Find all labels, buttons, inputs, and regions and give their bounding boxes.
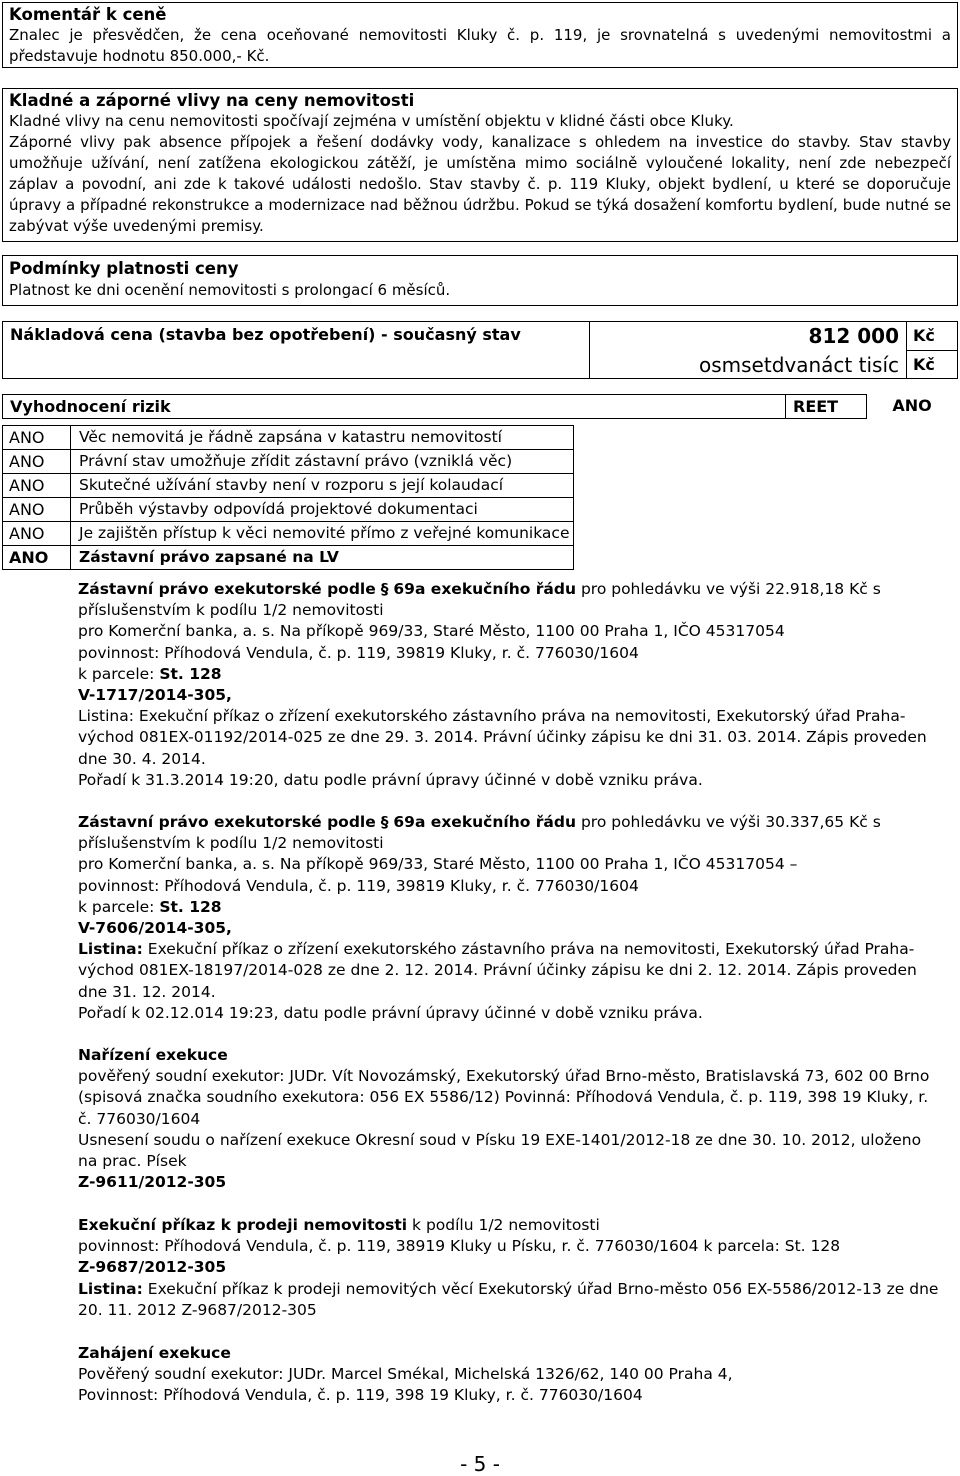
- lien2-parcel: [78, 897, 940, 918]
- sale-order-listina: [78, 1279, 940, 1321]
- lien2-parcel-label: k parcele:: [78, 897, 155, 916]
- cost-price-label: Nákladová cena (stavba bez opotřebení) - současný stav: [2, 321, 590, 379]
- lien1-heading-a: Zástavní právo exekutorské podle: [78, 580, 376, 598]
- lien2-amount: pro pohledávku ve výši 30.337,65 Kč s příslušenstvím k podílu 1/2 nemovitosti: [78, 813, 881, 853]
- risk-description: Je zajištěn přístup k věci nemovité přímo z veřejné komunikace: [70, 521, 574, 546]
- lien1-order: Pořadí k 31.3.2014 19:20, datu podle právní úpravy účinné v době vzniku práva.: [78, 770, 703, 789]
- execution-order-text2: Usnesení soudu o nařízení exekuce Okresní soud v Písku 19 EXE-1401/2012-18 ze dne 30. 10. 2012, uloženo na prac. Písek: [78, 1130, 922, 1171]
- price-validity-text: Platnost ke dni ocenění nemovitosti s prolongací 6 měsíců.: [9, 281, 451, 299]
- negative-influences-text: Záporné vlivy pak absence přípojek a řešení dodávky vody, kanalizace s ohledem na investice do stavby. Stav stavby umožňuje užívání, není zatížena ekologickou zátěží, je umístěna mimo sociálně vyloučené lokality, není zde nebezpečí záplav a povodní, ani zde k takové události nedošlo. Stav stavby č. p. 119 Kluky, objekt bydlení, u které se doporučuje úpravy a případné rekonstrukce a modernizace nad běžnou údržbu. Pokud se týká dosažení komfortu bydlení, bude nutné se zabývat výše uvedenými premisy.: [9, 133, 951, 235]
- risk-description: Průběh výstavby odpovídá projektové dokumentaci: [70, 497, 574, 522]
- sale-order-listina-label: Listina:: [78, 1279, 143, 1298]
- commencement-text2: Povinnost: Příhodová Vendula, č. p. 119, 398 19 Kluky, r. č. 776030/1604: [78, 1386, 643, 1405]
- lien-block-1: [78, 579, 940, 791]
- cost-price-table: [2, 321, 958, 379]
- lien2-heading: [78, 812, 940, 854]
- cost-price-value: 812 000: [808, 324, 899, 348]
- sale-order-title-rest: k podílu 1/2 nemovitosti: [412, 1216, 600, 1234]
- risk-evaluation-header: [2, 394, 958, 419]
- sale-order-debtor: povinnost: Příhodová Vendula, č. p. 119, 38919 Kluky u Písku, r. č. 776030/1604 k parcela: St. 128: [78, 1237, 841, 1256]
- sale-order-ref: Z-9687/2012-305: [78, 1258, 227, 1277]
- execution-order-text1: pověřený soudní exekutor: JUDr. Vít Novozámský, Exekutorský úřad Brno-město, Bratislavská 73, 602 00 Brno (spisová značka soudního exekutora: 056 EX 5586/12) Povinná: Příhodová Vendula, č. p. 119, 398 19 Kluky, r. č. 776030/1604: [78, 1067, 930, 1128]
- risk-row: [2, 521, 958, 545]
- risk-description: Zástavní právo zapsané na LV: [70, 545, 574, 570]
- risk-answer: ANO: [2, 449, 71, 474]
- price-comment-title: Komentář k ceně: [9, 5, 167, 24]
- risk-answer: ANO: [2, 497, 71, 522]
- risk-row: [2, 425, 958, 449]
- positive-influences-text: Kladné vlivy na cenu nemovitosti spočívají zejména v umístění objektu v klidné části obce Kluky.: [9, 112, 734, 130]
- sale-order-heading: [78, 1215, 940, 1236]
- execution-order-title: Nařízení exekuce: [78, 1046, 228, 1064]
- page-number: - 5 -: [460, 1452, 500, 1476]
- lien1-debtor: povinnost: Příhodová Vendula, č. p. 119, 39819 Kluky, r. č. 776030/1604: [78, 643, 639, 662]
- risk-answer: ANO: [2, 545, 71, 570]
- lien2-listina: [78, 939, 940, 1003]
- section-sign: §: [380, 813, 389, 831]
- commencement-title: Zahájení exekuce: [78, 1344, 231, 1362]
- sale-order-title: Exekuční příkaz k prodeji nemovitosti: [78, 1216, 408, 1234]
- lien1-amount: pro pohledávku ve výši 22.918,18 Kč s příslušenstvím k podílu 1/2 nemovitosti: [78, 580, 881, 620]
- cost-currency: Kč: [906, 321, 958, 351]
- price-influences-title: Kladné a záporné vlivy na ceny nemovitosti: [9, 91, 415, 110]
- risk-row: [2, 449, 958, 473]
- price-influences-section: [2, 88, 958, 242]
- lien2-heading-b: 69a exekučního řádu: [393, 813, 577, 831]
- price-validity-section: [2, 255, 958, 306]
- risk-description: Právní stav umožňuje zřídit zástavní právo (vzniklá věc): [70, 449, 574, 474]
- risk-row: [2, 473, 958, 497]
- lien1-heading: [78, 579, 940, 621]
- risk-answer: ANO: [2, 473, 71, 498]
- lien1-listina: Listina: Exekuční příkaz o zřízení exekutorského zástavního práva na nemovitosti, Exekutorský úřad Praha-východ 081EX-01192/2014-025 ze dne 29. 3. 2014. Právní účinky zápisu ke dni 31. 03. 2014. Zápis proveden dne 30. 4. 2014.: [78, 707, 927, 768]
- price-comment-section: [2, 2, 958, 68]
- lien2-parcel-value: St. 128: [159, 897, 222, 916]
- lien2-debtor: povinnost: Příhodová Vendula, č. p. 119, 39819 Kluky, r. č. 776030/1604: [78, 876, 639, 895]
- risk-row: [2, 545, 958, 569]
- sale-order-listina-text: Exekuční příkaz k prodeji nemovitých věcí Exekutorský úřad Brno-město 056 EX-5586/2012-13 ze dne 20. 11. 2012 Z-9687/2012-305: [78, 1279, 939, 1319]
- lien2-order: Pořadí k 02.12.014 19:23, datu podle právní úpravy účinné v době vzniku práva.: [78, 1003, 703, 1022]
- risk-reet-column: REET: [785, 394, 867, 419]
- lien2-listina-label: Listina:: [78, 940, 143, 959]
- execution-order-ref: Z-9611/2012-305: [78, 1173, 227, 1192]
- lien1-ref: V-1717/2014-305,: [78, 686, 232, 705]
- lien2-listina-text: Exekuční příkaz o zřízení exekutorského zástavního práva na nemovitosti, Exekutorský úřad Praha-východ 081EX-18197/2014-028 ze dne 2. 12. 2014. Právní účinky zápisu ke dni 2. 12. 2014. Zápis proveden dne 31. 12. 2014.: [78, 940, 917, 1001]
- price-validity-title: Podmínky platnosti ceny: [9, 259, 239, 278]
- lien2-for: pro Komerční banka, a. s. Na příkopě 969/33, Staré Město, 1100 00 Praha 1, IČO 45317054 –: [78, 855, 798, 874]
- commencement-text1: Pověřený soudní exekutor: JUDr. Marcel Smékal, Michelská 1326/62, 140 00 Praha 4,: [78, 1365, 733, 1384]
- risk-ano-column: ANO: [892, 396, 932, 415]
- lien1-parcel-label: k parcele:: [78, 664, 155, 683]
- lien1-parcel-value: St. 128: [159, 664, 222, 683]
- lien1-parcel: [78, 664, 940, 685]
- lien1-for: pro Komerční banka, a. s. Na příkopě 969/33, Staré Město, 1100 00 Praha 1, IČO 45317054: [78, 622, 785, 641]
- price-comment-text: Znalec je přesvědčen, že cena oceňované nemovitosti Kluky č. p. 119, je srovnatelná s uvedenými nemovitostmi a představuje hodnotu 850.000,- Kč.: [9, 26, 951, 65]
- cost-words-currency: Kč: [906, 350, 958, 379]
- section-sign: §: [380, 580, 389, 598]
- risk-description: Skutečné užívání stavby není v rozporu s její kolaudací: [70, 473, 574, 498]
- risk-list: [2, 425, 958, 569]
- lien2-heading-a: Zástavní právo exekutorské podle: [78, 813, 376, 831]
- risk-description: Věc nemovitá je řádně zapsána v katastru nemovitostí: [70, 425, 574, 450]
- lien1-heading-b: 69a exekučního řádu: [393, 580, 577, 598]
- risk-evaluation-title: Vyhodnocení rizik: [2, 394, 786, 419]
- commencement-block: [78, 1343, 940, 1407]
- execution-order-block: [78, 1045, 940, 1193]
- cost-price-words: osmsetdvanáct tisíc: [699, 353, 899, 377]
- risk-answer: ANO: [2, 425, 71, 450]
- lien-block-2: [78, 812, 940, 1024]
- sale-order-block: [78, 1215, 940, 1321]
- lien2-ref: V-7606/2014-305,: [78, 919, 232, 938]
- risk-row: [2, 497, 958, 521]
- risk-answer: ANO: [2, 521, 71, 546]
